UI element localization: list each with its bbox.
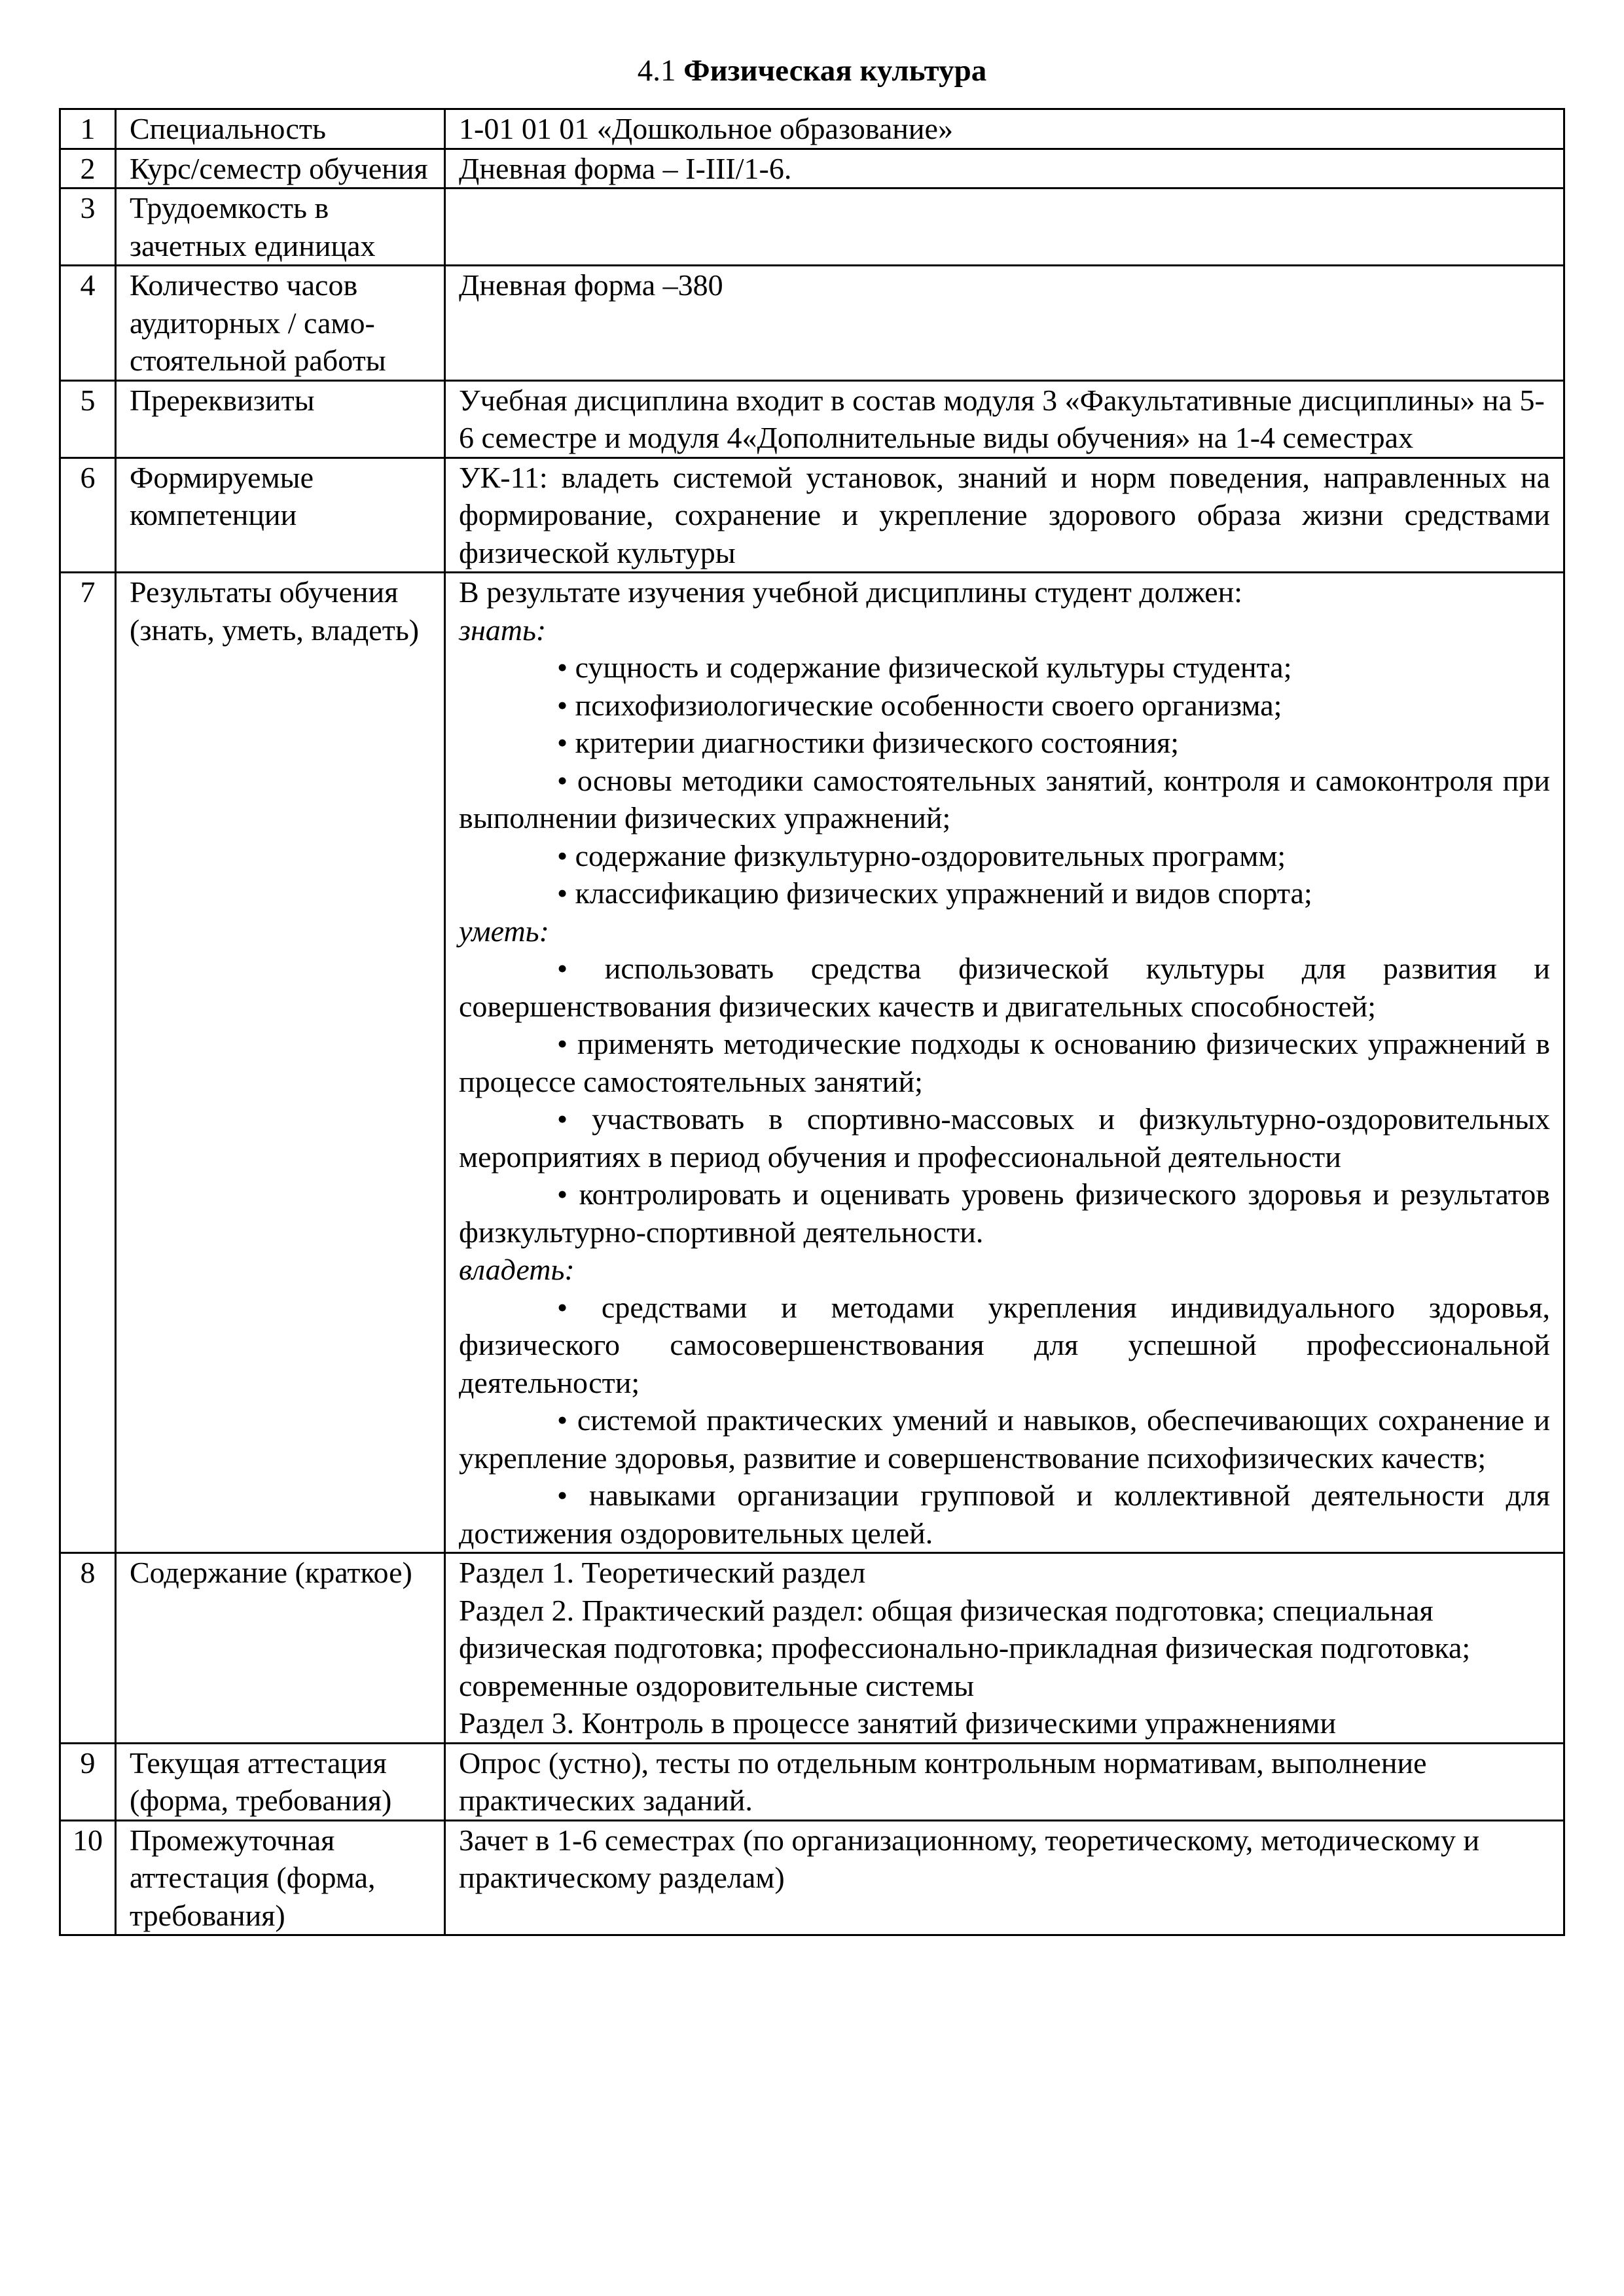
row-label: Содержание (краткое) bbox=[116, 1553, 445, 1744]
know-item: • классификацию физических упражнений и видов спорта; bbox=[557, 876, 1312, 910]
table-row bbox=[60, 1743, 1564, 1820]
row-value: Учебная дисциплина входит в состав модуля 3 «Факультативные дисциплины» на 5-6 семестре и модуля 4«Дополнительные виды обучения» на 1-4 семестрах bbox=[445, 380, 1564, 457]
learning-outcomes bbox=[445, 573, 1564, 1553]
know-item: • критерии диагностики физического состояния; bbox=[557, 726, 1179, 759]
know-heading: знать: bbox=[459, 613, 547, 647]
own-item: • навыками организации групповой и коллективной деятельности для достижения оздоровительных целей. bbox=[459, 1479, 1550, 1550]
can-heading: уметь: bbox=[459, 914, 549, 948]
row-number: 9 bbox=[60, 1743, 116, 1820]
table-row bbox=[60, 573, 1564, 1553]
know-item: • содержание физкультурно-оздоровительных программ; bbox=[557, 838, 1286, 872]
page-title bbox=[0, 51, 1624, 90]
can-item: • участвовать в спортивно-массовых и физкультурно-оздоровительных мероприятиях в период обучения и профессиональной деятельности bbox=[459, 1102, 1550, 1174]
table-row bbox=[60, 149, 1564, 188]
table-row bbox=[60, 188, 1564, 266]
row-number: 8 bbox=[60, 1553, 116, 1744]
content-line: Раздел 3. Контроль в процессе занятий физическими упражнениями bbox=[459, 1706, 1337, 1740]
row-value: 1-01 01 01 «Дошкольное образование» bbox=[445, 109, 1564, 149]
table-row bbox=[60, 380, 1564, 457]
section-name: Физическая культура bbox=[683, 54, 987, 88]
content-line: Раздел 2. Практический раздел: общая физическая подготовка; специальная физическая подготовка; профессионально-прикладная физическая подготовка; современные оздоровительные системы bbox=[459, 1593, 1471, 1702]
table-row bbox=[60, 109, 1564, 149]
table-row bbox=[60, 1820, 1564, 1935]
row-value bbox=[445, 188, 1564, 266]
table-row bbox=[60, 1553, 1564, 1744]
content-line: Раздел 1. Теоретический раздел bbox=[459, 1556, 866, 1589]
row-label: Текущая аттестация (форма, требования) bbox=[116, 1743, 445, 1820]
can-item: • контролировать и оценивать уровень физического здоровья и результатов физкультурно-спортивной деятельности. bbox=[459, 1177, 1550, 1249]
row-number: 5 bbox=[60, 380, 116, 457]
row-number: 4 bbox=[60, 266, 116, 381]
outcomes-intro: В результате изучения учебной дисциплины студент должен: bbox=[459, 575, 1243, 609]
row-label: Специальность bbox=[116, 109, 445, 149]
row-number: 10 bbox=[60, 1820, 116, 1935]
row-number: 3 bbox=[60, 188, 116, 266]
can-item: • применять методические подходы к основанию физических упражнений в процессе самостоятельных занятий; bbox=[459, 1027, 1550, 1098]
own-item: • системой практических умений и навыков, обеспечивающих сохранение и укрепление здоровья, развитие и совершенствование психофизических качеств; bbox=[459, 1403, 1550, 1475]
section-number: 4.1 bbox=[637, 54, 676, 88]
own-item: • средствами и методами укрепления индивидуального здоровья, физического самосовершенствования для успешной профессиональной деятельности; bbox=[459, 1290, 1550, 1399]
row-label: Промежуточная аттестация (форма, требования) bbox=[116, 1820, 445, 1935]
row-value: Дневная форма – I-III/1-6. bbox=[445, 149, 1564, 188]
row-number: 6 bbox=[60, 457, 116, 573]
row-number: 1 bbox=[60, 109, 116, 149]
row-label: Курс/семестр обучения bbox=[116, 149, 445, 188]
row-value: Зачет в 1-6 семестрах (по организационному, теоретическому, методическому и практическому разделам) bbox=[445, 1820, 1564, 1935]
table-row bbox=[60, 266, 1564, 381]
row-value: УК-11: владеть системой установок, знаний и норм поведения, направленных на формирование, сохранение и укрепление здорового образа жизни средствами физической культуры bbox=[445, 457, 1564, 573]
row-label: Количество часов аудиторных / само-стоятельной работы bbox=[116, 266, 445, 381]
own-heading: владеть: bbox=[459, 1253, 575, 1286]
row-number: 2 bbox=[60, 149, 116, 188]
row-label: Пререквизиты bbox=[116, 380, 445, 457]
can-item: • использовать средства физической культуры для развития и совершенствования физических качеств и двигательных способностей; bbox=[459, 952, 1550, 1023]
row-label: Трудоемкость в зачетных единицах bbox=[116, 188, 445, 266]
content-summary bbox=[445, 1553, 1564, 1744]
know-item: • психофизиологические особенности своего организма; bbox=[557, 688, 1282, 722]
row-label: Результаты обучения (знать, уметь, владеть) bbox=[116, 573, 445, 1553]
discipline-table bbox=[59, 108, 1565, 1936]
row-value: Опрос (устно), тесты по отдельным контрольным нормативам, выполнение практических заданий. bbox=[445, 1743, 1564, 1820]
table-row bbox=[60, 457, 1564, 573]
row-label: Формируемые компетенции bbox=[116, 457, 445, 573]
know-item: • основы методики самостоятельных занятий, контроля и самоконтроля при выполнении физических упражнений; bbox=[459, 763, 1550, 834]
row-value: Дневная форма –380 bbox=[445, 266, 1564, 381]
know-item: • сущность и содержание физической культуры студента; bbox=[557, 651, 1292, 684]
row-number: 7 bbox=[60, 573, 116, 1553]
